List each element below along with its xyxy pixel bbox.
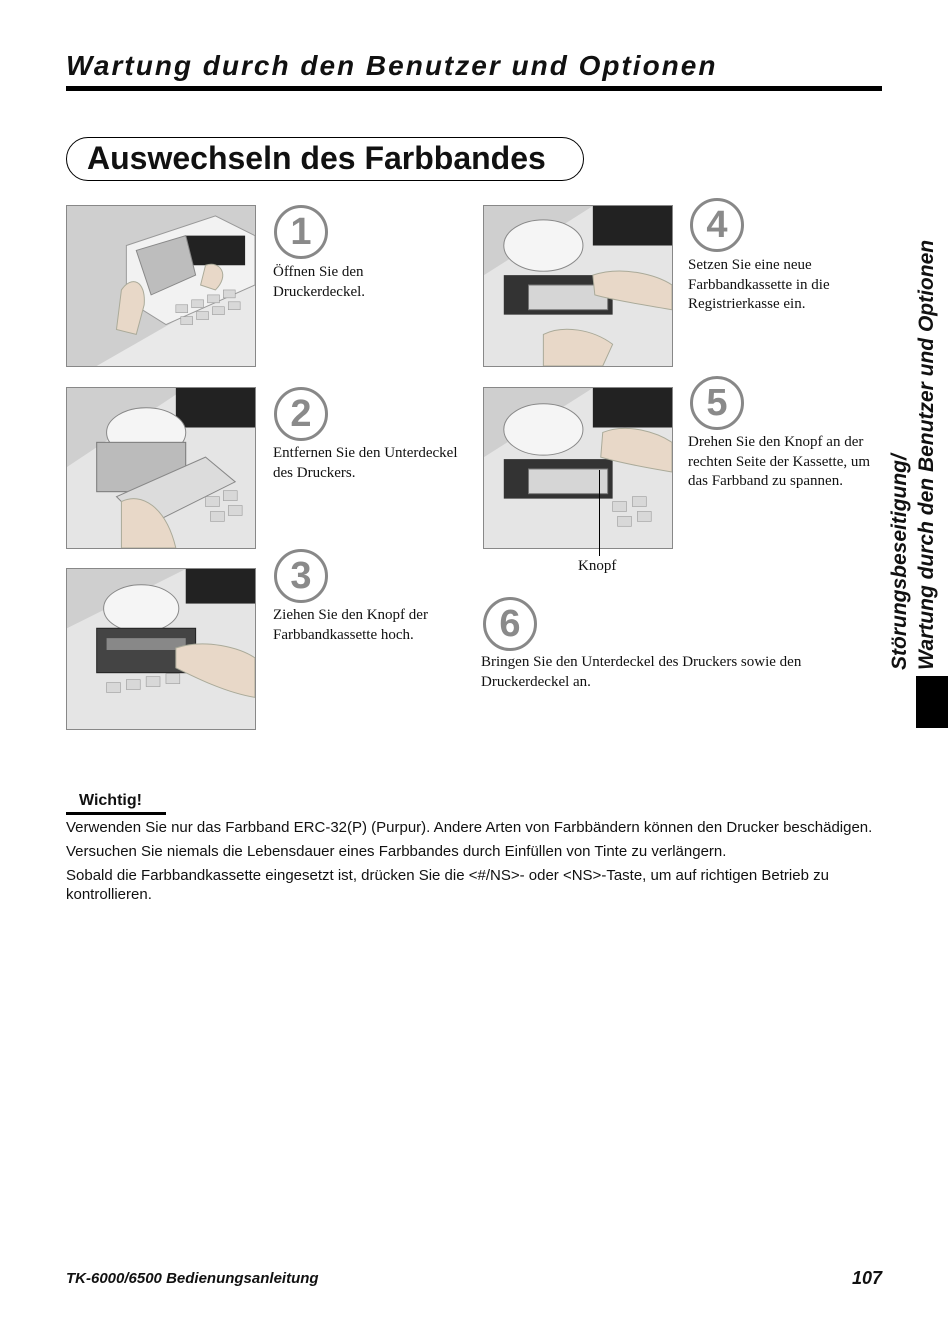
step-6-number: 6: [483, 597, 537, 651]
step-5-text: Drehen Sie den Knopf an der rechten Seite der Kassette, um das Farbband zu spannen.: [688, 434, 871, 489]
header-title: Wartung durch den Benutzer und Optionen: [66, 50, 718, 81]
step-4-text: Setzen Sie eine neue Farbbandkassette in die Registrierkasse ein.: [688, 257, 830, 312]
step-1-text: Öffnen Sie den Druckerdeckel.: [273, 264, 366, 300]
header-rule: [66, 86, 882, 91]
important-paragraph: Verwenden Sie nur das Farbband ERC-32(P) (Purpur). Andere Arten von Farbbändern können den Drucker beschädigen.: [66, 819, 873, 836]
step-5-number: 5: [690, 376, 744, 430]
page-number: 107: [851, 1268, 882, 1288]
step-4-photo: [483, 205, 673, 367]
important-paragraph: Versuchen Sie niemals die Lebensdauer eines Farbbandes durch Einfüllen von Tinte zu verlängern.: [66, 843, 727, 860]
step-2-number: 2: [274, 387, 328, 441]
step-3-photo: [66, 568, 256, 730]
step-2-text: Entfernen Sie den Unterdeckel des Druckers.: [273, 445, 458, 481]
side-tab-label: [886, 200, 946, 670]
step-1-number: 1: [274, 205, 328, 259]
important-body: [66, 818, 886, 909]
side-tab-line-2: Wartung durch den Benutzer und Optionen: [915, 239, 938, 670]
step-3-text: Ziehen Sie den Knopf der Farbbandkassette hoch.: [273, 607, 428, 643]
important-title: Wichtig!: [66, 791, 166, 815]
step-3-number: 3: [274, 549, 328, 603]
footer-manual-title: TK-6000/6500 Bedienungsanleitung: [66, 1270, 319, 1287]
side-tab-line-1: Störungsbeseitigung/: [888, 454, 911, 670]
step-6-text: Bringen Sie den Unterdeckel des Druckers sowie den Druckerdeckel an.: [481, 654, 802, 690]
section-title: Auswechseln des Farbbandes: [66, 137, 584, 181]
important-paragraph: Sobald die Farbbandkassette eingesetzt ist, drücken Sie die <#/NS>- oder <NS>-Taste, um auf richtigen Betrieb zu kontrollieren.: [66, 867, 829, 903]
step-1-photo: [66, 205, 256, 367]
knopf-callout-label: Knopf: [578, 558, 617, 574]
step-5-photo: [483, 387, 673, 549]
knopf-callout-line: [599, 470, 600, 556]
step-4-number: 4: [690, 198, 744, 252]
side-tab-marker: [916, 676, 948, 728]
step-2-photo: [66, 387, 256, 549]
